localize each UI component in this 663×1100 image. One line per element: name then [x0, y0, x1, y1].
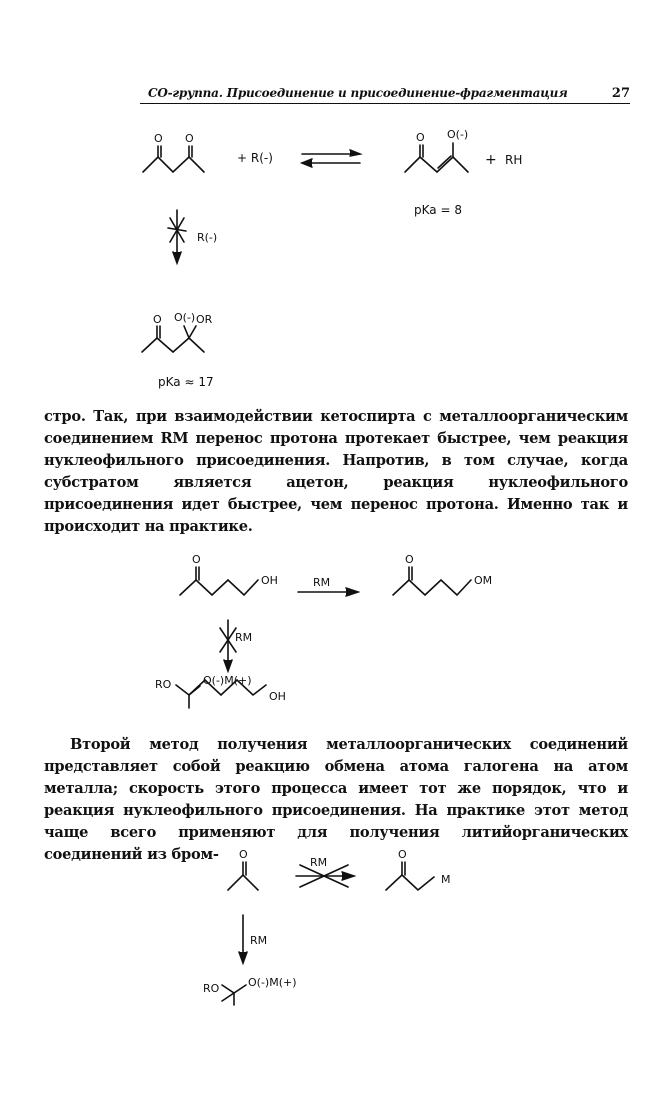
byproduct-rh: RH — [505, 153, 523, 167]
reaction-scheme-acetylacetone — [0, 120, 663, 400]
blocked-arrow-1 — [168, 210, 186, 263]
adduct-oh: OH — [269, 690, 286, 703]
adduct-o: O — [153, 313, 162, 326]
product-o: O — [405, 553, 414, 566]
header-title: СО-группа. Присоединение и присоединение-фрагментация — [148, 86, 568, 100]
acetone-o: O — [239, 848, 248, 861]
plus-sign: + — [485, 152, 497, 168]
reagent-rm: RM — [313, 576, 331, 589]
product-om: OM — [474, 574, 493, 587]
reagent-label: + R(-) — [237, 151, 273, 165]
enolate-o: O — [416, 131, 425, 144]
tertiary-alkoxide-skeleton — [222, 985, 246, 993]
blocked-rm-3: RM — [310, 856, 328, 869]
blocked-reagent-label: R(-) — [197, 231, 218, 244]
adduct-skeleton — [142, 338, 204, 352]
start-o: O — [192, 553, 201, 566]
page-number: 27 — [611, 86, 630, 101]
diketone-o-2: O — [185, 132, 194, 145]
running-header — [140, 84, 630, 106]
pka-adduct: pKa ≈ 17 — [158, 375, 214, 389]
reagent-rm-3: RM — [250, 934, 268, 947]
product-o-3: O — [398, 848, 407, 861]
adduct-ominus: O(-) — [174, 311, 196, 324]
blocked-rm: RM — [235, 631, 253, 644]
paragraph-2: Второй метод получения металлоорганических соединений представляет собой реакцию обмена атома галогена на атом металла; скорость этого процесса имеет тот же порядок, что и реакция нуклеофильного присоединения. На практике этот метод чаще всего применяют для получения литийорганических соединений из бром- — [44, 736, 628, 863]
adduct-om-3: O(-)M(+) — [248, 976, 297, 989]
start-oh: OH — [261, 574, 278, 587]
diketone-o-1: O — [154, 132, 163, 145]
enolate-product-skeleton — [386, 875, 434, 890]
enolate-skeleton — [405, 157, 468, 172]
equilibrium-arrows — [302, 150, 360, 167]
alkoxide-skeleton — [393, 580, 471, 595]
paragraph-1: стро. Так, при взаимодействии кетоспирта с металлоорганическим соединением RM перенос протона протекает быстрее, чем реакция нуклеофильного присоединения. Напротив, в том случае, когда субстратом является ацетон, реакция нуклеофильного присоединения идет быстрее, чем перенос протона. Именно так и происходит на практике. — [44, 408, 628, 535]
reaction-scheme-acetone — [0, 840, 663, 1015]
reaction-scheme-ketoalcohol — [0, 540, 663, 720]
blocked-arrow-2 — [220, 620, 236, 671]
adduct-ro: RO — [155, 678, 172, 691]
adduct-ro-3: RO — [203, 982, 220, 995]
ketoalcohol-skeleton — [180, 580, 258, 595]
header-rule — [140, 103, 630, 104]
enolate-ominus: O(-) — [447, 128, 469, 141]
product-m: M — [441, 873, 451, 886]
adduct-or: OR — [196, 313, 213, 326]
acetylacetone-skeleton — [143, 157, 204, 172]
acetone-skeleton — [228, 875, 258, 890]
pka-enolate: pKa = 8 — [414, 203, 462, 217]
adduct-om: O(-)M(+) — [203, 674, 252, 687]
